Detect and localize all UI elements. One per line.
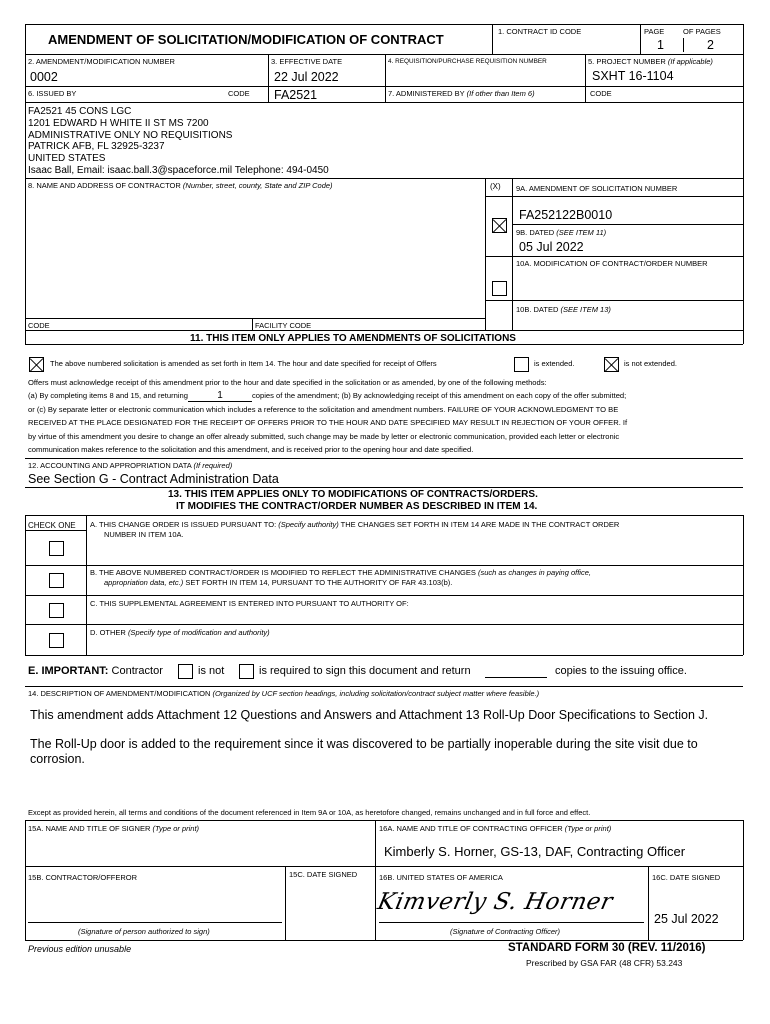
item13c-text: C. THIS SUPPLEMENTAL AGREEMENT IS ENTERED INTO PURSUANT TO AUTHORITY OF: [90,599,409,608]
issuer-line: PATRICK AFB, FL 32925-3237 [28,141,165,153]
item11-instructions: Offers must acknowledge receipt of this amendment prior to the hour and date specified in the solicitation or as amended, by one of the following methods: (a) By completing items 8 and 15, and returning 1 copies of the amendment; (b) By acknowledging receipt of this amendment on each copy of the offer submitted; or (c) By separate letter or electronic communication which includes a reference to the solicitation and amendment numbers. FAILURE OF YOUR ACKNOWLEDGMENT TO BE RECEIVED AT THE PLACE DESIGNATED FOR THE RECEIPT OF OFFERS PRIOR TO THE HOUR AND DATE SPECIFIED MAY RESULT IN REJECTION OF YOUR OFFER. If by virtue of this amendment you desire to change an offer already submitted, such change may be made by letter or electronic communication, provided each letter or electronic communication makes reference to the solicitation and this amendment, and is received prior to the opening hour and date specified. [28,378,628,455]
item7-code-label: CODE [590,89,612,98]
item14-label: 14. DESCRIPTION OF AMENDMENT/MODIFICATION (Organized by UCF section headings, including solicitation/contract subject matter where feasible.) [28,689,540,698]
is-not-extended-checkbox[interactable] [604,357,619,372]
item13b-text-2: appropriation data, etc.) SET FORTH IN ITEM 14, PURSUANT TO THE AUTHORITY OF FAR 43.103(b). [104,578,453,587]
contractor-code-label: CODE [28,321,50,330]
item14-paragraph-2b: corrosion. [30,752,85,766]
solicitation-date: 05 Jul 2022 [519,240,584,254]
item15c-label: 15C. DATE SIGNED [289,870,358,879]
is-extended-label: is extended. [534,359,575,368]
item10b-label: 10B. DATED (SEE ITEM 13) [516,305,611,314]
item3-label: 3. EFFECTIVE DATE [271,57,343,66]
prescribed-by: Prescribed by GSA FAR (48 CFR) 53.243 [526,958,683,968]
item14-paragraph-2a: The Roll-Up door is added to the requirement since it was discovered to be partially inoperable during the site visit due to [30,737,698,751]
contracting-officer-signature: Kimverly S. Horner [375,889,616,915]
issuer-line: ADMINISTRATIVE ONLY NO REQUISITIONS [28,129,233,141]
item2-label: 2. AMENDMENT/MODIFICATION NUMBER [28,57,175,66]
except-provided-text: Except as provided herein, all terms and conditions of the document referenced in Item 9A or 10A, as heretofore changed, remains unchanged and in full force and effect. [28,808,591,817]
amended-text: The above numbered solicitation is amended as set forth in Item 14. The hour and date specified for receipt of Offers [50,359,437,368]
item13b-text: B. THE ABOVE NUMBERED CONTRACT/ORDER IS MODIFIED TO REFLECT THE ADMINISTRATIVE CHANGES (such as changes in paying office, [90,568,591,577]
item9b-label: 9B. DATED (SEE ITEM 11) [516,228,607,237]
item13-heading-2: IT MODIFIES THE CONTRACT/ORDER NUMBER AS DESCRIBED IN ITEM 14. [176,501,538,512]
item13a-text: A. THIS CHANGE ORDER IS ISSUED PURSUANT TO: (Specify authority) THE CHANGES SET FORTH IN ITEM 14 ARE MADE IN THE CONTRACT ORDER [90,520,620,529]
effective-date: 22 Jul 2022 [274,70,339,84]
issuer-line: Isaac Ball, Email: isaac.ball.3@spaceforce.mil Telephone: 494-0450 [28,164,329,176]
page-label: PAGE [644,27,665,36]
item13a-checkbox[interactable] [49,541,64,556]
is-not-extended-label: is not extended. [624,359,677,368]
item6-label: 6. ISSUED BY [28,89,77,98]
item7-label: 7. ADMINISTERED BY (If other than Item 6) [388,89,535,98]
issuer-line: UNITED STATES [28,153,106,165]
is-not-label: is not [198,665,225,677]
item10-checkbox[interactable] [492,281,507,296]
item13b-checkbox[interactable] [49,573,64,588]
item13-heading-1: 13. THIS ITEM APPLIES ONLY TO MODIFICATIONS OF CONTRACTS/ORDERS. [168,489,538,500]
is-not-checkbox[interactable] [178,664,193,679]
issuer-address [28,106,329,177]
page-number: 1 [657,38,664,52]
issued-by-code: FA2521 [274,88,318,102]
amendment-number: 0002 [30,70,58,84]
item16c-label: 16C. DATE SIGNED [652,873,721,882]
item13d-text: D. OTHER (Specify type of modification and authority) [90,628,270,637]
issuer-line: 1201 EDWARD H WHITE II ST MS 7200 [28,117,209,129]
item13a-text-2: NUMBER IN ITEM 10A. [104,530,184,539]
signer-caption: (Signature of person authorized to sign) [78,927,210,936]
amended-checkbox[interactable] [29,357,44,372]
item12-label: 12. ACCOUNTING AND APPROPRIATION DATA (If required) [28,461,233,470]
copies-blank[interactable] [485,677,547,678]
accounting-data: See Section G - Contract Administration Data [28,472,279,486]
previous-edition-note: Previous edition unusable [28,944,132,954]
issuer-line: FA2521 45 CONS LGC [28,106,132,117]
copies-to-label: copies to the issuing office. [555,665,687,677]
copies-returned: 1 [188,391,252,402]
x-column-label: (X) [490,182,501,191]
item13c-checkbox[interactable] [49,603,64,618]
item11-heading: 11. THIS ITEM ONLY APPLIES TO AMENDMENTS OF SOLICITATIONS [190,333,516,344]
of-pages-label: OF PAGES [683,27,721,36]
item15a-label: 15A. NAME AND TITLE OF SIGNER (Type or print) [28,824,200,833]
facility-code-label: FACILITY CODE [255,321,312,330]
item14-paragraph-1: This amendment adds Attachment 12 Questions and Answers and Attachment 13 Roll-Up Door Specifications to Section J. [30,708,709,722]
check-one-label: CHECK ONE [28,521,76,530]
project-number: SXHT 16-1104 [592,69,674,83]
standard-form-title: STANDARD FORM 30 (REV. 11/2016) [508,942,706,954]
item9a-label: 9A. AMENDMENT OF SOLICITATION NUMBER [516,184,678,193]
item4-label: 4. REQUISITION/PURCHASE REQUISITION NUMBER [388,58,547,65]
is-extended-checkbox[interactable] [514,357,529,372]
contracting-officer-date: 25 Jul 2022 [654,912,719,926]
is-required-label: is required to sign this document and return [259,665,471,677]
item8-label: 8. NAME AND ADDRESS OF CONTRACTOR (Number, street, county, State and ZIP Code) [28,181,333,190]
is-required-checkbox[interactable] [239,664,254,679]
item13d-checkbox[interactable] [49,633,64,648]
item10a-label: 10A. MODIFICATION OF CONTRACT/ORDER NUMBER [516,259,708,268]
contracting-officer-caption: (Signature of Contracting Officer) [450,927,561,936]
item15b-label: 15B. CONTRACTOR/OFFEROR [28,873,138,882]
item9-checkbox[interactable] [492,218,507,233]
contract-id-code-label: 1. CONTRACT ID CODE [498,27,582,36]
item6-code-label: CODE [228,89,250,98]
total-pages: 2 [707,38,714,52]
item16a-label: 16A. NAME AND TITLE OF CONTRACTING OFFICER (Type or print) [379,824,612,833]
important-row [28,664,163,678]
contractor-label: Contractor [111,665,163,677]
contracting-officer-name: Kimberly S. Horner, GS-13, DAF, Contracting Officer [384,844,686,859]
important-label: E. IMPORTANT: [28,665,109,677]
solicitation-number: FA252122B0010 [519,208,613,222]
form-title: AMENDMENT OF SOLICITATION/MODIFICATION OF CONTRACT [48,32,444,47]
item5-label: 5. PROJECT NUMBER (If applicable) [588,57,713,66]
item16b-label: 16B. UNITED STATES OF AMERICA [379,873,503,882]
